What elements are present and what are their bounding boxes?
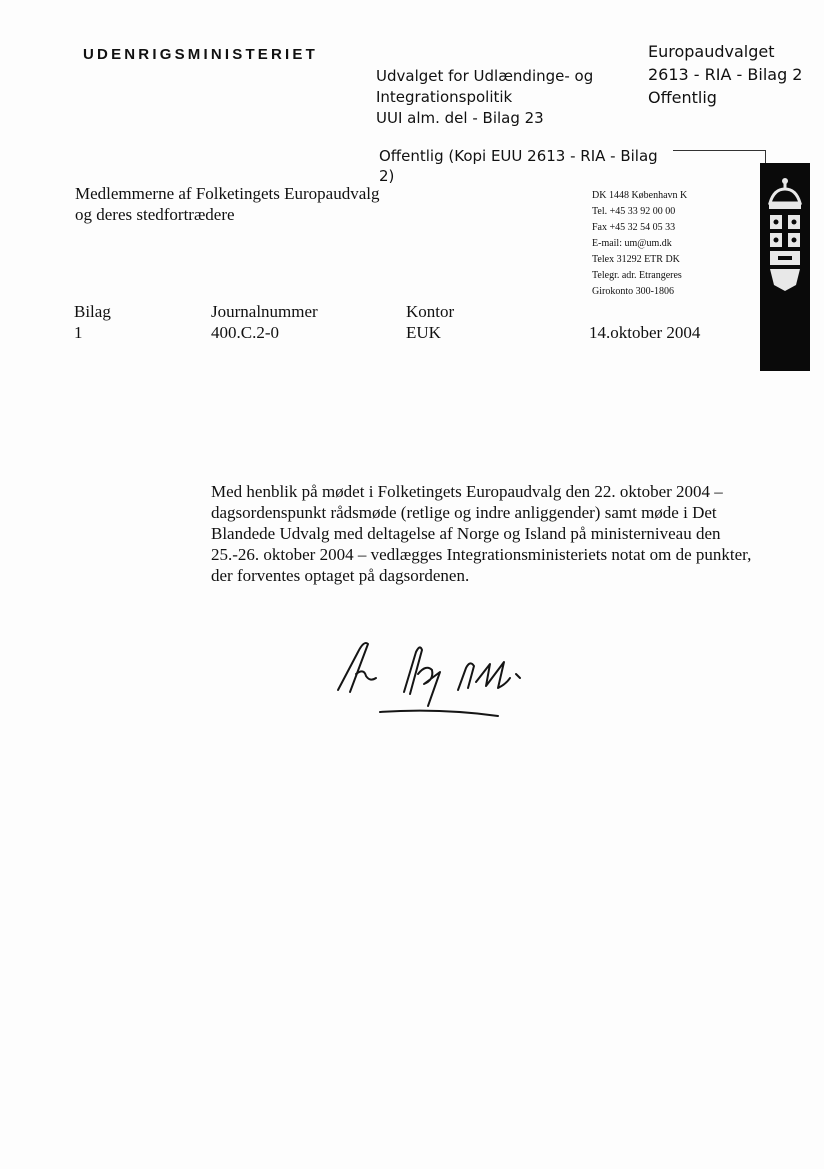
committee-stamp-line: Udvalget for Udlændinge- og <box>376 67 594 85</box>
contact-email: E-mail: um@um.dk <box>592 238 672 249</box>
recipient-line: Medlemmerne af Folketingets Europaudvalg <box>75 184 380 203</box>
bilag-value: 1 <box>74 323 83 342</box>
letter-date: 14.oktober 2004 <box>589 323 701 342</box>
contact-telegram: Telegr. adr. Etrangeres <box>592 270 682 281</box>
copy-stamp: Offentlig (Kopi EUU 2613 - RIA - Bilag <box>379 147 658 165</box>
contact-phone: Tel. +45 33 92 00 00 <box>592 206 676 217</box>
committee-stamp-line: Integrationspolitik <box>376 88 513 106</box>
ministry-name: UDENRIGSMINISTERIET <box>83 46 318 63</box>
journal-label: Journalnummer <box>211 302 318 321</box>
committee-stamp-line: UUI alm. del - Bilag 23 <box>376 109 544 127</box>
copy-stamp-continuation: 2) <box>379 167 395 185</box>
contact-giro: Girokonto 300-1806 <box>592 286 674 297</box>
europe-stamp-line: 2613 - RIA - Bilag 2 <box>648 65 803 84</box>
signature-image <box>330 630 560 725</box>
letter-body: Med henblik på mødet i Folketingets Europaudvalg den 22. oktober 2004 – dagsordenspunkt rådsmøde (retlige og indre anliggender) samt møde i Det Blandede Udvalg med deltagelse af Norge og Island på ministerniveau den 25.-26. oktober 2004 – vedlægges Integrationsministeriets notat om de punkter, der forventes optaget på dagsordenen. <box>211 482 752 585</box>
recipient-line: og deres stedfortrædere <box>75 205 235 224</box>
europe-stamp-line: Europaudvalget <box>648 42 775 61</box>
contact-telex: Telex 31292 ETR DK <box>592 254 680 265</box>
contact-address: DK 1448 København K <box>592 190 688 201</box>
crown-panel <box>760 163 810 371</box>
journal-field <box>211 301 318 343</box>
kontor-field <box>406 301 454 343</box>
europe-stamp-line: Offentlig <box>648 88 717 107</box>
kontor-label: Kontor <box>406 302 455 321</box>
kontor-value: EUK <box>406 323 441 342</box>
bilag-label: Bilag <box>74 302 111 321</box>
contact-block <box>592 188 687 300</box>
journal-value: 400.C.2-0 <box>211 323 279 342</box>
contact-fax: Fax +45 32 54 05 33 <box>592 222 676 233</box>
crown-emblem-icon <box>760 175 810 295</box>
bilag-field <box>74 301 111 343</box>
recipient <box>75 183 380 225</box>
committee-stamp <box>376 66 593 129</box>
stamp-box-border <box>673 150 766 165</box>
europe-stamp <box>648 40 802 109</box>
